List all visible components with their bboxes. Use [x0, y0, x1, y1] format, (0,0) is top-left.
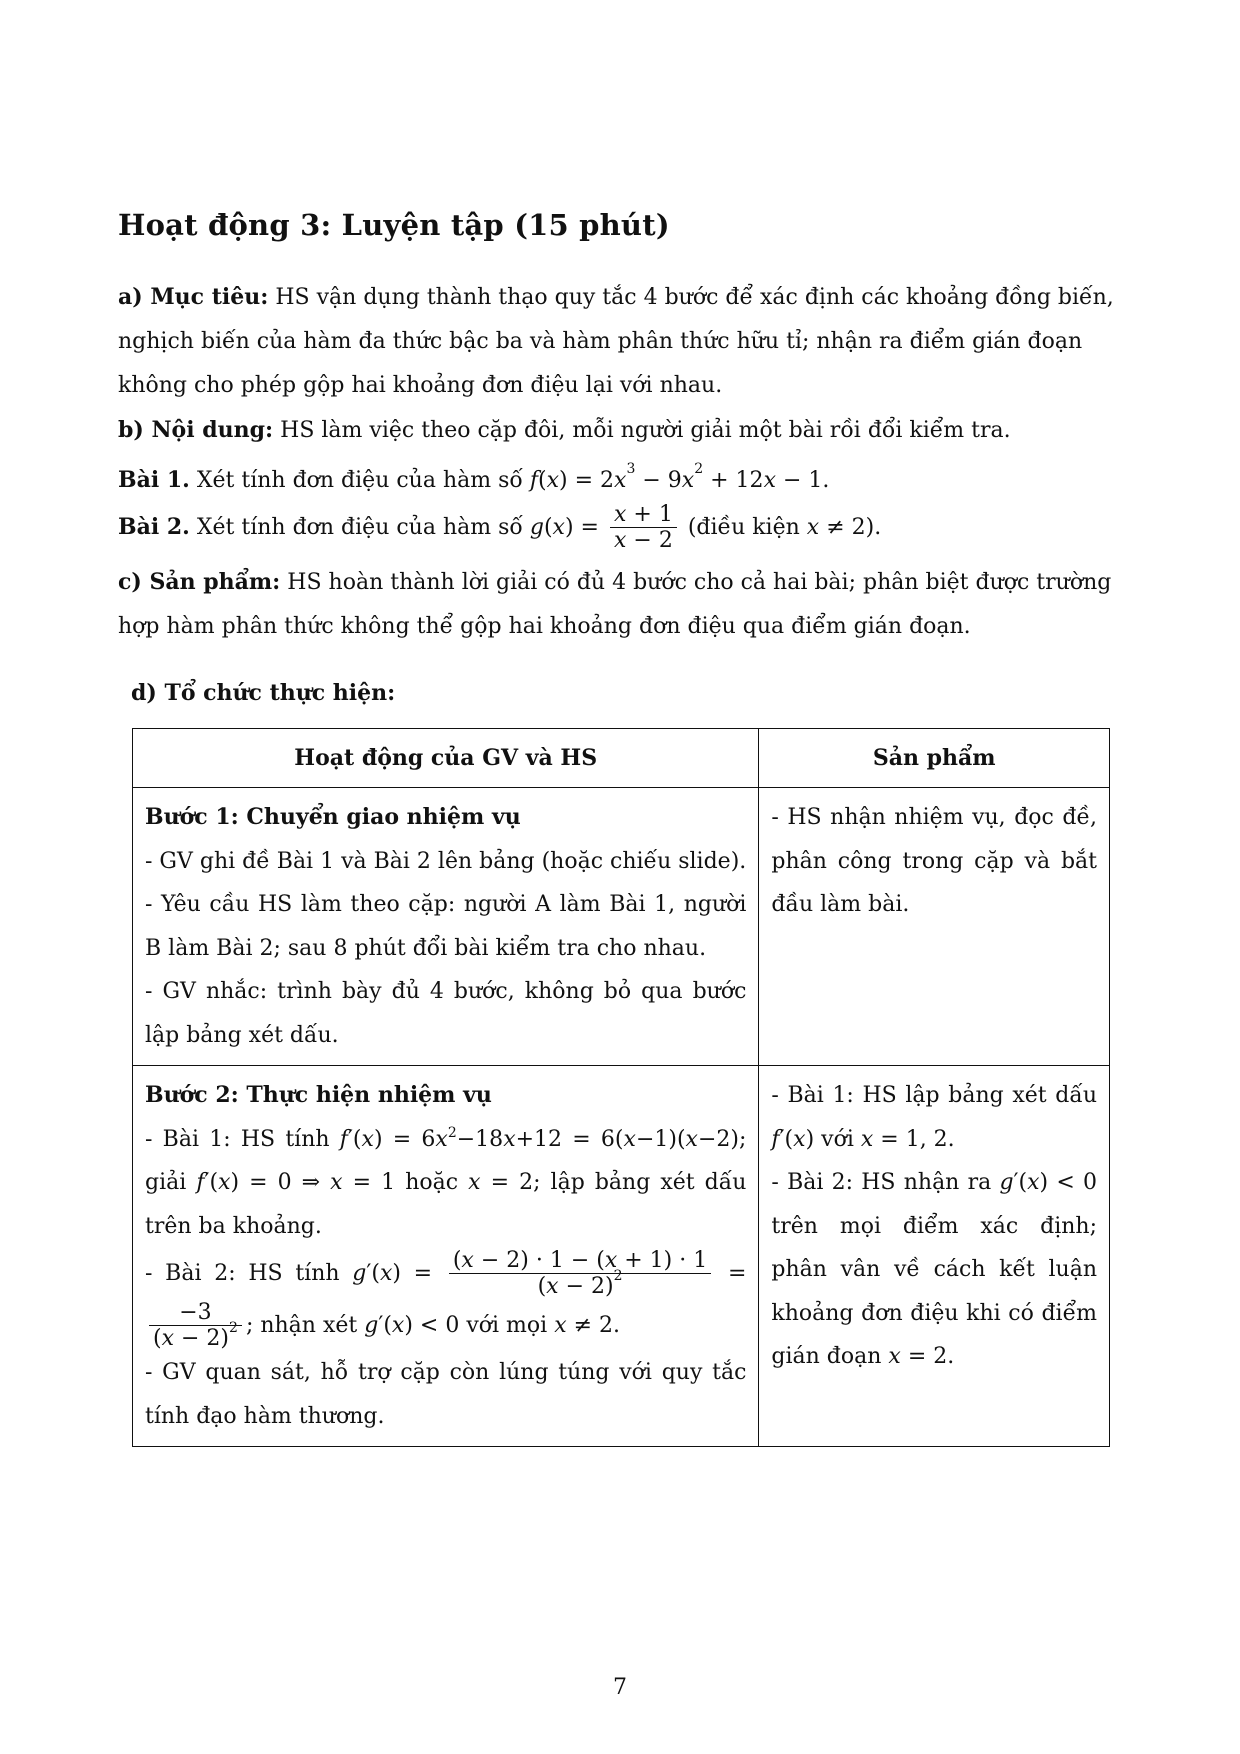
step1-activities: [133, 788, 759, 1066]
step2-product-bai2: - Bài 2: HS nhận ra g′(x) < 0 trên mọi điểm xác định; phân vân về cách kết luận khoảng đơn điệu khi có điểm gián đoạn x = 2.: [771, 1170, 1098, 1369]
step2-product-bai1: - Bài 1: HS lập bảng xét dấu f′(x) với x = 1, 2.: [771, 1083, 1097, 1152]
content-text: HS làm việc theo cặp đôi, mỗi người giải một bài rồi đổi kiểm tra.: [280, 418, 1011, 443]
step2-product-bai1-with: với: [821, 1126, 854, 1152]
exercise-2-label: Bài 2.: [118, 513, 190, 540]
header-products: Sản phẩm: [759, 729, 1110, 788]
exercise-1-label: Bài 1.: [118, 467, 190, 493]
step2-product-bai1-text: - Bài 1: HS lập bảng xét dấu: [771, 1083, 1097, 1108]
exercise-1-line: Bài 1. Xét tính đơn điệu của hàm số $f(x) = 2x^3 - 9x^2 + 12x - 1$.: [118, 461, 830, 493]
exercise-1-formula: f: [529, 468, 539, 493]
exercise-2-line: Bài 2. Xét tính đơn điệu của hàm số g(x) = $\frac{x + 1}{x - 2}$ (điều kiện x ≠ 2).: [118, 502, 882, 554]
step1-line: - GV ghi đề Bài 1 và Bài 2 lên bảng (hoặc chiếu slide).: [145, 848, 747, 874]
step2-gv: - GV quan sát, hỗ trợ cặp còn lúng túng với quy tắc tính đạo hàm thương.: [145, 1360, 747, 1429]
exercise-2-fraction: $\frac{x + 1}{x - 2}$: [610, 502, 677, 554]
product-paragraph: [118, 560, 1128, 649]
step2-bai1-solve: giải: [145, 1170, 187, 1195]
objective-text: HS vận dụng thành thạo quy tắc 4 bước để xác định các khoảng đồng biến, nghịch biến của hàm đa thức bậc ba và hàm phân thức hữu tỉ; nhận ra điểm gián đoạn không cho phép gộp hai khoảng đơn điệu lại với nhau.: [118, 285, 1114, 398]
step1-line: - Yêu cầu HS làm theo cặp: người A làm Bài 1, người B làm Bài 2; sau 8 phút đổi bài kiểm tra cho nhau.: [145, 892, 747, 961]
step2-bai1: - Bài 1: HS tính $f'(x) = 6x^2-18x+12 = 6(x-1)(x-2)$; giải f′(x) = 0 ⇒ x = 1 hoặc x = 2; lập bảng xét dấu trên ba khoảng.: [145, 1124, 747, 1239]
content-label: b) Nội dung:: [118, 417, 274, 443]
step1-title: Bước 1: Chuyển giao nhiệm vụ: [145, 804, 521, 830]
derivative-fraction: $\frac{(x - 2) \cdot 1 - (x + 1) \cdot 1}{(x - 2)^2}$: [449, 1248, 711, 1300]
product-text: HS hoàn thành lời giải có đủ 4 bước cho cả hai bài; phân biệt được trường hợp hàm phân thức không thể gộp hai khoảng đơn điệu qua điểm gián đoạn.: [118, 570, 1112, 639]
organization-label: d) Tổ chức thực hiện:: [131, 680, 396, 706]
step2-product: [759, 1066, 1110, 1447]
step2-bai1-text: - Bài 1: HS tính: [145, 1126, 330, 1152]
objective-paragraph: [118, 275, 1128, 408]
content-line: [118, 417, 1011, 443]
step2-product-bai2-tail: trên mọi điểm xác định; phân vân về cách kết luận khoảng đơn điệu khi có điểm gián đoạn: [771, 1213, 1097, 1369]
step2-bai1-tail: ; lập bảng xét dấu trên ba khoảng.: [145, 1170, 747, 1239]
activity-heading: Hoạt động 3: Luyện tập (15 phút): [118, 208, 670, 242]
header-activities: Hoạt động của GV và HS: [133, 729, 759, 788]
table-header-row: [133, 729, 1110, 788]
simplified-fraction: $\frac{-3}{(x - 2)^2}$: [149, 1300, 242, 1352]
table-row: [133, 1066, 1110, 1447]
step1-product: - HS nhận nhiệm vụ, đọc đề, phân công trong cặp và bắt đầu làm bài.: [759, 788, 1110, 1066]
step1-line: - GV nhắc: trình bày đủ 4 bước, không bỏ qua bước lập bảng xét dấu.: [145, 979, 747, 1048]
exercise-2-text: Xét tính đơn điệu của hàm số: [196, 514, 523, 540]
step2-title: Bước 2: Thực hiện nhiệm vụ: [145, 1082, 492, 1108]
page-number: 7: [613, 1675, 627, 1700]
exercise-1-text: Xét tính đơn điệu của hàm số: [196, 468, 523, 493]
step2-activities: [133, 1066, 759, 1447]
table-row: [133, 788, 1110, 1066]
step2-bai1-or: hoặc: [405, 1170, 459, 1195]
step2-bai2-remark: ; nhận xét: [245, 1312, 358, 1338]
exercise-2-condition: (điều kiện: [687, 514, 800, 540]
product-label: c) Sản phẩm:: [118, 569, 281, 595]
step2-product-bai2-text: - Bài 2: HS nhận ra: [771, 1170, 992, 1195]
step2-bai2-forall: với mọi: [466, 1312, 548, 1338]
step2-bai2-text: - Bài 2: HS tính: [145, 1260, 340, 1286]
activity-table: [132, 728, 1110, 1447]
step2-bai2: - Bài 2: HS tính g′(x) = $\frac{(x - 2) \cdot 1 - (x + 1) \cdot 1}{(x - 2)^2}$ = $\frac{-3}{(x - 2)^2}$ ; nhận xét g′(x) < 0 với mọi x ≠ 2.: [145, 1248, 747, 1351]
objective-label: a) Mục tiêu:: [118, 284, 269, 310]
